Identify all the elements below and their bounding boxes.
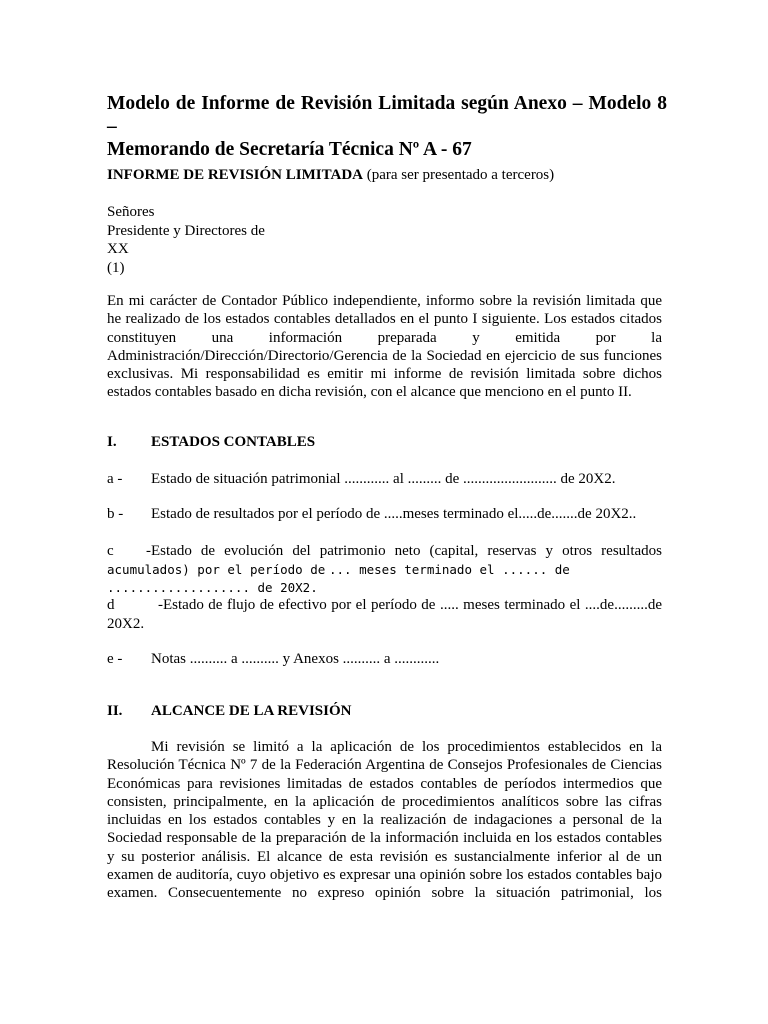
title-line-2: Memorando de Secretaría Técnica Nº A - 67	[107, 139, 472, 160]
item-text-mono: ... meses terminado el ...... de ................... de 20X2.	[107, 561, 570, 595]
item-label: c -	[107, 543, 151, 559]
item-text: Notas .......... a .......... y Anexos .......... a ............	[151, 651, 440, 667]
scope-line: consisten, principalmente, en la aplicación de procedimientos analíticos sobre las cifras	[107, 793, 662, 810]
scope-line: Resolución Técnica Nº 7 de la Federación Argentina de Consejos Profesionales de Ciencias	[107, 757, 662, 774]
scope-line: examen de auditoría, cuyo objetivo es expresar una opinión sobre los estados contables bajo	[107, 867, 662, 884]
intro-line: he realizado de los estados contables detallados en el punto I siguiente. Los estados citados	[107, 311, 662, 328]
item-label: b -	[107, 506, 124, 522]
item-text: Estado de evolución del patrimonio neto (capital, reservas y otros resultados	[151, 543, 662, 559]
scope-line: Sociedad responsable de la preparación de la información incluida en los estados contables	[107, 830, 662, 847]
scope-line: Económicas para revisiones limitadas de estados contables de períodos intermedios que	[107, 775, 662, 792]
intro-line: Administración/Dirección/Directorio/Gerencia de la Sociedad en ejercicio de sus funciones	[107, 347, 662, 364]
list-item-d	[107, 596, 662, 633]
addressee-line: Señores	[107, 204, 155, 220]
list-item-b	[107, 505, 662, 524]
section-number: II.	[107, 703, 123, 719]
scope-line: Mi revisión se limitó a la aplicación de los procedimientos establecidos en la	[151, 739, 662, 755]
document-title	[107, 92, 667, 161]
item-text: Estado de flujo de efectivo por el período de ..... meses terminado el ....de.........de	[163, 597, 662, 613]
item-text: 20X2.	[107, 615, 145, 632]
intro-line: estados contables basado en dicha revisión, con el alcance que menciono en el punto II.	[107, 384, 632, 401]
list-item-e	[107, 650, 662, 669]
item-text-mono: acumulados) por el período de	[107, 561, 326, 577]
section-number: I.	[107, 434, 117, 450]
addressee-line: Presidente y Directores de	[107, 222, 265, 239]
intro-paragraph	[107, 292, 662, 402]
section-title: ESTADOS CONTABLES	[151, 434, 316, 450]
intro-line: constituyen una información preparada y emitida por la	[107, 329, 662, 346]
report-heading	[107, 166, 554, 184]
report-heading-bold: INFORME DE REVISIÓN LIMITADA	[107, 167, 363, 183]
scope-line: y su posterior análisis. El alcance de esta revisión es sustancialmente inferior al de un	[107, 848, 662, 865]
section-heading-alcance	[107, 702, 351, 720]
section-title: ALCANCE DE LA REVISIÓN	[151, 703, 352, 719]
item-text: Estado de resultados por el período de .....meses terminado el.....de.......de 20X2..	[151, 506, 637, 522]
intro-line: En mi carácter de Contador Público independiente, informo sobre la revisión limitada que	[107, 293, 662, 309]
item-label: e -	[107, 651, 123, 667]
item-text: Estado de situación patrimonial ............ al ......... de ......................... de 20X2.	[151, 471, 616, 487]
scope-line: incluidas en los estados contables y en la realización de indagaciones a personal de la	[107, 812, 662, 829]
scope-line: examen. Consecuentemente no expreso opinión sobre la situación patrimonial, los	[107, 885, 662, 902]
title-line-1: Modelo de Informe de Revisión Limitada según Anexo – Modelo 8 –	[107, 93, 667, 137]
addressee-line: XX	[107, 241, 129, 257]
scope-paragraph	[107, 738, 662, 903]
section-heading-estados	[107, 433, 315, 451]
intro-line: exclusivas. Mi responsabilidad es emitir mi informe de revisión limitada sobre dichos	[107, 366, 662, 383]
item-label: a -	[107, 471, 123, 487]
list-item-a	[107, 470, 662, 489]
addressee-block	[107, 203, 265, 277]
report-heading-note: (para ser presentado a terceros)	[363, 167, 555, 183]
item-label: d -	[107, 597, 163, 613]
addressee-line: (1)	[107, 259, 125, 276]
list-item-c	[107, 542, 662, 598]
